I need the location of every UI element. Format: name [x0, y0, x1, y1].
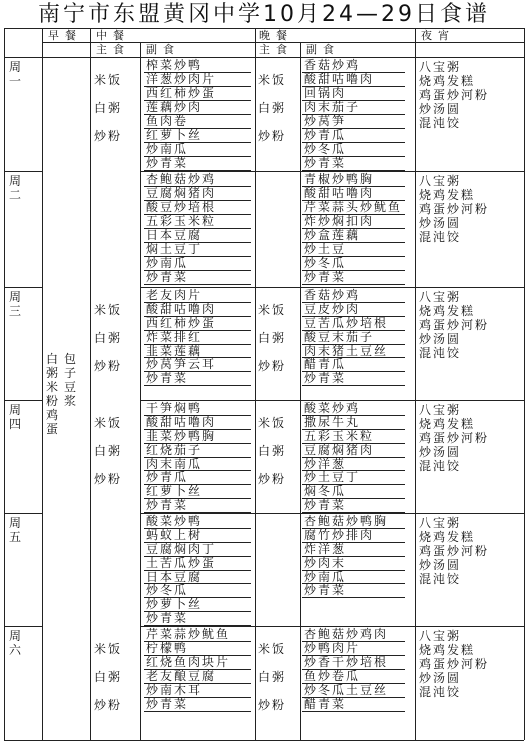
- lunch-side-item: 芹菜蒜炒鱿鱼: [146, 627, 231, 641]
- dinner-staple-header: 主食: [259, 43, 293, 56]
- lunch-side-item: 土苦瓜炒蛋: [146, 555, 217, 570]
- lunch-side-item: 炒南木耳: [146, 683, 203, 697]
- dinner-side-rule: [302, 170, 405, 171]
- lunch-side-item: 红萝卜丝: [146, 484, 203, 499]
- day-row-divider: [4, 513, 42, 514]
- breakfast-item: 鸡蛋: [46, 408, 59, 436]
- dinner-side-item: 香菇炒鸡: [304, 288, 361, 302]
- table-right-border: [524, 28, 525, 740]
- dinner-side-item: 酸豆末茄子: [304, 329, 375, 344]
- dinner-side-item: 炒冬瓜: [304, 256, 347, 270]
- lunch-staple-header: 主食: [96, 43, 130, 56]
- lunch-side-header: 副食: [146, 43, 180, 56]
- lunch-dinner-divider: [255, 28, 256, 740]
- dinner-side-item: 肉末猪土豆丝: [304, 343, 389, 358]
- dinner-side-item: 杏鲍菇炒鸭胸: [304, 514, 389, 528]
- dinner-side-item: 醋青菜: [304, 697, 347, 711]
- night-item: 八宝粥: [419, 174, 462, 188]
- night-item: 鸡蛋炒河粉: [419, 544, 490, 558]
- dinner-staple-item: 米饭: [258, 642, 287, 656]
- lunch-side-rule: [144, 385, 251, 386]
- lunch-side-item: 焖土豆丁: [146, 242, 203, 256]
- dinner-side-item: 肉末茄子: [304, 100, 361, 114]
- lunch-side-item: 炒莴笋云耳: [146, 357, 217, 372]
- night-item: 炒汤圆: [419, 445, 462, 459]
- dinner-staple-item: 炒粉: [258, 129, 287, 143]
- lunch-side-item: 豆腐焖猪肉: [146, 186, 217, 200]
- dinner-side-item: 炒莴笋: [304, 114, 347, 128]
- night-item: 鸡蛋炒河粉: [419, 88, 490, 102]
- dinner-side-item: 鱼炒卷瓜: [304, 669, 361, 683]
- lunch-side-rule: [144, 284, 251, 285]
- dinner-side-item: 芹菜蒜头炒鱿鱼: [304, 200, 403, 214]
- dinner-staple-item: 白粥: [258, 101, 287, 115]
- breakfast-item: 豆浆: [64, 380, 77, 408]
- lunch-side-item: 红烧鱼肉块片: [146, 655, 231, 669]
- dinner-side-item: 醋青瓜: [304, 357, 347, 372]
- lunch-side-item: 蚂蚁上树: [146, 527, 203, 542]
- day-label: 周六: [9, 629, 22, 657]
- night-item: 八宝粥: [419, 60, 462, 74]
- header-bottom-border: [4, 57, 524, 58]
- dinner-side-item: 炒青菜: [304, 156, 347, 170]
- night-item: 混沌饺: [419, 685, 462, 699]
- dinner-side-item: 五彩玉米粒: [304, 428, 375, 443]
- dinner-side-rule: [302, 284, 405, 285]
- lunch-side-item: 柠檬鸭: [146, 641, 189, 655]
- breakfast-header: 早餐: [48, 29, 82, 42]
- table-bottom-border: [4, 740, 524, 741]
- night-header: 夜宵: [421, 29, 455, 42]
- night-item: 鸡蛋炒河粉: [419, 431, 490, 445]
- dinner-side-item: 炒青瓜: [304, 128, 347, 142]
- dinner-side-item: 豆皮炒肉: [304, 301, 361, 316]
- night-item: 炒汤圆: [419, 102, 462, 116]
- dinner-side-item: 焖冬瓜: [304, 484, 347, 499]
- breakfast-item: 米粉: [46, 380, 59, 408]
- lunch-side-item: 酸菜炒鸭: [146, 514, 203, 528]
- lunch-side-item: 酸豆炒培根: [146, 200, 217, 214]
- dinner-side-item: 炒土豆丁: [304, 470, 361, 485]
- night-item: 八宝粥: [419, 629, 462, 643]
- dinner-side-item: 炒青菜: [304, 583, 347, 598]
- day-label: 周三: [9, 290, 22, 318]
- lunch-side-item: 酸甜咕噜肉: [146, 301, 217, 316]
- night-item: 混沌饺: [419, 116, 462, 130]
- dinner-side-item: 青椒炒鸭胸: [304, 172, 375, 186]
- lunch-side-item: 西红柿炒蛋: [146, 86, 217, 100]
- lunch-side-item: 炒南瓜: [146, 256, 189, 270]
- lunch-side-rule: [144, 170, 251, 171]
- lunch-side-item: 炒青菜: [146, 498, 189, 513]
- lunch-side-item: 杏鲍菇炒鸡: [146, 172, 217, 186]
- night-item: 八宝粥: [419, 290, 462, 304]
- night-item: 炒汤圆: [419, 332, 462, 346]
- dinner-staple-item: 炒粉: [258, 472, 287, 486]
- dinner-side-item: 炒青菜: [304, 371, 347, 386]
- dinner-side-item: 香菇炒鸡: [304, 58, 361, 72]
- lunch-side-item: 炒青菜: [146, 611, 189, 626]
- lunch-side-rule: [144, 512, 251, 513]
- lunch-side-item: 日本豆腐: [146, 228, 203, 242]
- day-label: 周一: [9, 60, 22, 88]
- dinner-side-header: 副食: [306, 43, 340, 56]
- lunch-staple-item: 米饭: [94, 73, 123, 87]
- dinner-side-item: 炒南瓜: [304, 569, 347, 584]
- dinner-side-item: 炸洋葱: [304, 541, 347, 556]
- dinner-side-item: 炒青菜: [304, 498, 347, 513]
- night-item: 鸡蛋炒河粉: [419, 318, 490, 332]
- lunch-side-item: 炒青菜: [146, 697, 189, 711]
- lunch-side-item: 干笋焖鸭: [146, 401, 203, 415]
- dinner-side-item: 酸菜炒鸡: [304, 401, 361, 415]
- night-item: 混沌饺: [419, 572, 462, 586]
- lunch-staple-item: 炒粉: [94, 129, 123, 143]
- dinner-side-rule: [302, 385, 405, 386]
- day-label: 周二: [9, 174, 22, 202]
- night-item: 八宝粥: [419, 516, 462, 530]
- lunch-side-item: 红烧茄子: [146, 442, 203, 457]
- lunch-side-rule: [144, 711, 251, 712]
- night-item: 炒汤圆: [419, 558, 462, 572]
- dinner-side-item: 炒土豆: [304, 242, 347, 256]
- lunch-side-item: 炒青菜: [146, 371, 189, 386]
- night-item: 混沌饺: [419, 230, 462, 244]
- dinner-staple-item: 米饭: [258, 73, 287, 87]
- lunch-staple-item: 白粥: [94, 331, 123, 345]
- dinner-side-item: 回锅肉: [304, 86, 347, 100]
- lunch-header: 中餐: [96, 29, 130, 42]
- dinner-side-rule: [302, 597, 405, 598]
- lunch-side-item: 肉末南瓜: [146, 456, 203, 471]
- day-label: 周四: [9, 403, 22, 431]
- day-label: 周五: [9, 516, 22, 544]
- lunch-side-item: 韭菜莲藕: [146, 343, 203, 358]
- dinner-side-rule: [302, 711, 405, 712]
- lunch-side-item: 炸菜排红: [146, 329, 203, 344]
- dinner-side-item: 酸甜咕噜肉: [304, 72, 375, 86]
- lunch-side-item: 炒南瓜: [146, 142, 189, 156]
- table-left-border: [4, 28, 5, 740]
- lunch-side-item: 老友肉片: [146, 288, 203, 302]
- night-item: 混沌饺: [419, 346, 462, 360]
- night-item: 鸡蛋炒河粉: [419, 202, 490, 216]
- dinner-night-divider: [415, 28, 416, 740]
- lunch-staple-item: 米饭: [94, 416, 123, 430]
- dinner-side-item: 炒青菜: [304, 270, 347, 284]
- dinner-side-item: 豆腐焖猪肉: [304, 442, 375, 457]
- lunch-side-item: 红萝卜丝: [146, 128, 203, 142]
- night-item: 烧鸡发糕: [419, 530, 476, 544]
- dinner-staple-item: 白粥: [258, 331, 287, 345]
- lunch-side-item: 日本豆腐: [146, 569, 203, 584]
- lunch-side-item: 鱼肉卷: [146, 114, 189, 128]
- dinner-side-item: 杏鲍菇炒鸡肉: [304, 627, 389, 641]
- lunch-staple-divider: [140, 42, 141, 740]
- lunch-side-item: 豆腐焖肉丁: [146, 541, 217, 556]
- dinner-side-item: 酸甜咕噜肉: [304, 186, 375, 200]
- lunch-side-item: 炒冬瓜: [146, 583, 189, 598]
- dinner-side-item: 炒盒莲藕: [304, 228, 361, 242]
- dinner-side-item: 炒肉末: [304, 555, 347, 570]
- page-title: 南宁市东盟黄冈中学10月24—29日食谱: [38, 2, 490, 27]
- dinner-staple-item: 米饭: [258, 303, 287, 317]
- night-item: 烧鸡发糕: [419, 643, 476, 657]
- day-row-divider: [4, 287, 42, 288]
- day-row-divider: [4, 400, 42, 401]
- lunch-side-item: 西红柿炒蛋: [146, 315, 217, 330]
- dinner-side-item: 炒洋葱: [304, 456, 347, 471]
- dinner-staple-item: 白粥: [258, 670, 287, 684]
- lunch-staple-item: 炒粉: [94, 698, 123, 712]
- dinner-staple-item: 米饭: [258, 416, 287, 430]
- dinner-side-item: 豆苦瓜炒培根: [304, 315, 389, 330]
- dinner-side-item: 炒香干炒培根: [304, 655, 389, 669]
- lunch-staple-item: 白粥: [94, 444, 123, 458]
- dinner-side-item: 腐竹炒排肉: [304, 527, 375, 542]
- lunch-side-item: 洋葱炒肉片: [146, 72, 217, 86]
- dinner-side-item: 炒冬瓜土豆丝: [304, 683, 389, 697]
- lunch-side-item: 炒萝卜丝: [146, 597, 203, 612]
- night-item: 烧鸡发糕: [419, 188, 476, 202]
- lunch-staple-item: 白粥: [94, 670, 123, 684]
- night-item: 八宝粥: [419, 403, 462, 417]
- day-row-divider: [4, 171, 42, 172]
- night-item: 烧鸡发糕: [419, 417, 476, 431]
- night-item: 烧鸡发糕: [419, 304, 476, 318]
- dinner-staple-item: 炒粉: [258, 698, 287, 712]
- dinner-staple-item: 炒粉: [258, 359, 287, 373]
- dinner-header: 晚餐: [259, 29, 293, 42]
- dinner-side-item: 撒尿牛丸: [304, 414, 361, 429]
- night-item: 混沌饺: [419, 459, 462, 473]
- lunch-side-item: 炒青瓜: [146, 470, 189, 485]
- dinner-staple-item: 白粥: [258, 444, 287, 458]
- dinner-side-item: 炸炒焖扣肉: [304, 214, 375, 228]
- night-item: 炒汤圆: [419, 671, 462, 685]
- lunch-staple-item: 炒粉: [94, 472, 123, 486]
- lunch-side-item: 老友酿豆腐: [146, 669, 217, 683]
- lunch-side-item: 莲藕炒肉: [146, 100, 203, 114]
- lunch-staple-item: 米饭: [94, 303, 123, 317]
- day-column-divider: [42, 28, 43, 740]
- night-item: 炒汤圆: [419, 216, 462, 230]
- breakfast-item: 白粥: [46, 352, 59, 380]
- dinner-staple-divider: [300, 42, 301, 740]
- lunch-side-item: 炒青菜: [146, 156, 189, 170]
- lunch-side-item: 榨菜炒鸭: [146, 58, 203, 72]
- lunch-side-item: 韭菜炒鸭胸: [146, 428, 217, 443]
- lunch-side-item: 炒青菜: [146, 270, 189, 284]
- breakfast-column-divider: [90, 28, 91, 740]
- lunch-staple-item: 白粥: [94, 101, 123, 115]
- breakfast-item: 包子: [64, 352, 77, 380]
- lunch-staple-item: 炒粉: [94, 359, 123, 373]
- night-item: 鸡蛋炒河粉: [419, 657, 490, 671]
- night-item: 烧鸡发糕: [419, 74, 476, 88]
- lunch-side-rule: [144, 625, 251, 626]
- day-row-divider: [4, 626, 42, 627]
- dinner-side-item: 炒冬瓜: [304, 142, 347, 156]
- lunch-staple-item: 米饭: [94, 642, 123, 656]
- lunch-side-item: 酸甜咕噜肉: [146, 414, 217, 429]
- dinner-side-rule: [302, 512, 405, 513]
- lunch-side-item: 五彩玉米粒: [146, 214, 217, 228]
- dinner-side-item: 炒鸭肉片: [304, 641, 361, 655]
